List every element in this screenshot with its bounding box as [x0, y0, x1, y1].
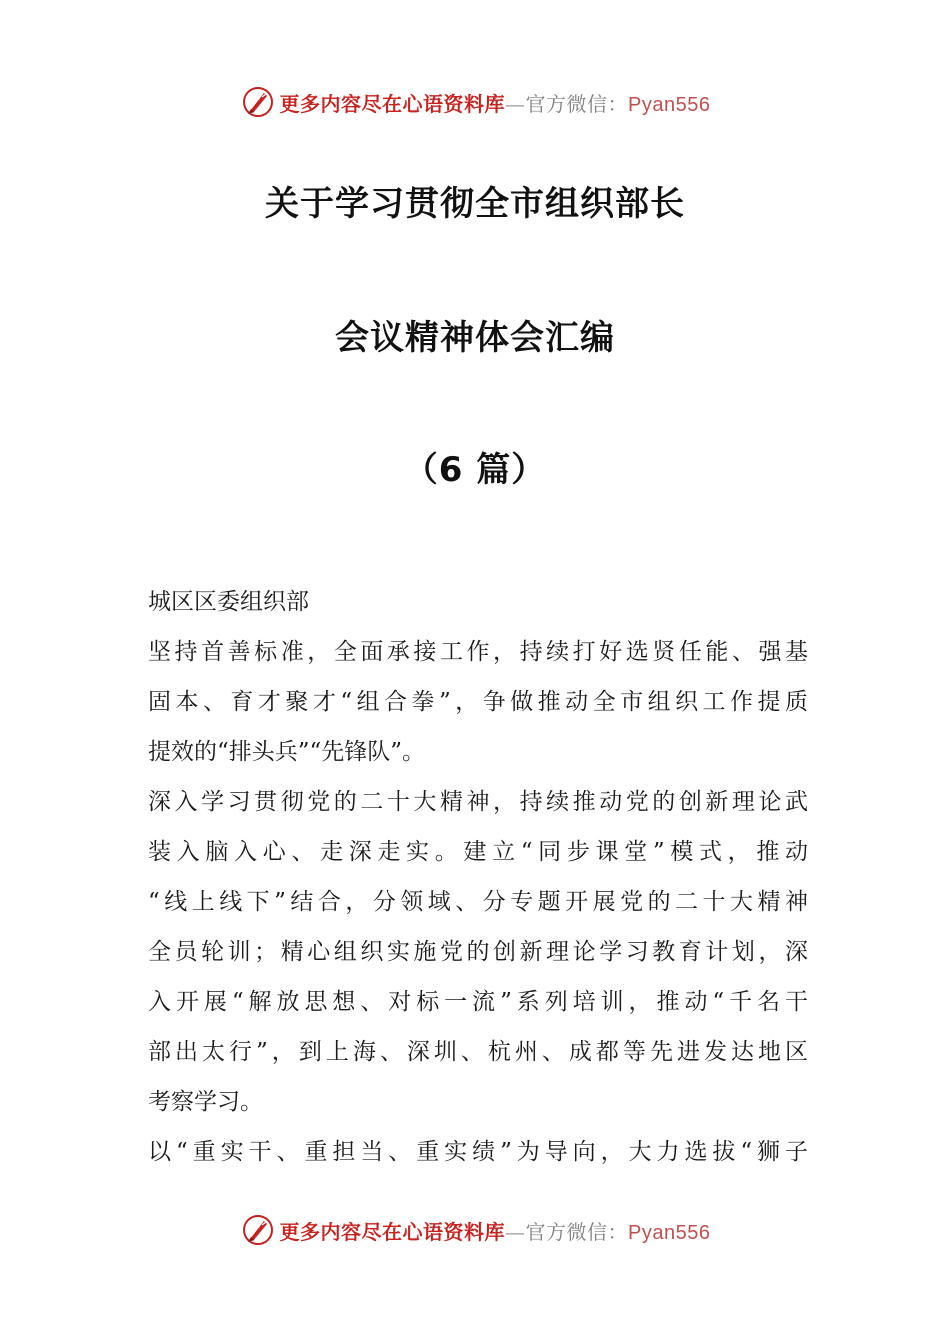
body-line: 考察学习。 — [148, 1089, 263, 1115]
body-line: 提效的“排头兵”“先锋队”。 — [148, 739, 426, 765]
banner-dash: — — [505, 91, 526, 116]
body-line: 城区区委组织部 — [148, 589, 309, 615]
footer-banner — [0, 1210, 950, 1250]
banner-brand: 更多内容尽在心语资料库 — [279, 91, 506, 116]
banner-label: 官方微信： — [525, 1219, 629, 1244]
body-line: 固本、育才聚才“组合拳”，争做推动全市组织工作提质 — [148, 689, 808, 715]
body-text — [148, 582, 808, 1182]
body-line: 部出太行”，到上海、深圳、杭州、成都等先进发达地区 — [148, 1039, 808, 1065]
quill-pen-icon — [240, 84, 276, 120]
banner-brand: 更多内容尽在心语资料库 — [279, 1219, 506, 1244]
banner-text — [280, 1216, 711, 1245]
body-line: 深入学习贯彻党的二十大精神，持续推动党的创新理论武 — [148, 789, 808, 815]
banner-wechat-id: Pyan556 — [628, 1221, 711, 1244]
body-line: 全员轮训；精心组织实施党的创新理论学习教育计划，深 — [148, 939, 808, 965]
banner-wechat-id: Pyan556 — [628, 93, 711, 116]
banner-dash: — — [505, 1219, 526, 1244]
banner-label: 官方微信： — [525, 91, 629, 116]
body-line: 坚持首善标准，全面承接工作，持续打好选贤任能、强基 — [148, 639, 808, 665]
quill-pen-icon — [240, 1212, 276, 1248]
body-line: 以“重实干、重担当、重实绩”为导向，大力选拔“狮子 — [148, 1139, 808, 1165]
header-banner — [0, 82, 950, 122]
body-line: 装入脑入心、走深走实。建立“同步课堂”模式，推动 — [148, 839, 808, 865]
doc-title-line-1: 关于学习贯彻全市组织部长 — [265, 184, 685, 224]
doc-title-line-2: 会议精神体会汇编 — [335, 318, 615, 358]
body-line: 入开展“解放思想、对标一流”系列培训，推动“千名干 — [148, 989, 808, 1015]
body-line: “线上线下”结合，分领域、分专题开展党的二十大精神 — [148, 889, 808, 915]
doc-title-line-3: （6 篇） — [403, 450, 547, 490]
banner-text — [280, 88, 711, 117]
